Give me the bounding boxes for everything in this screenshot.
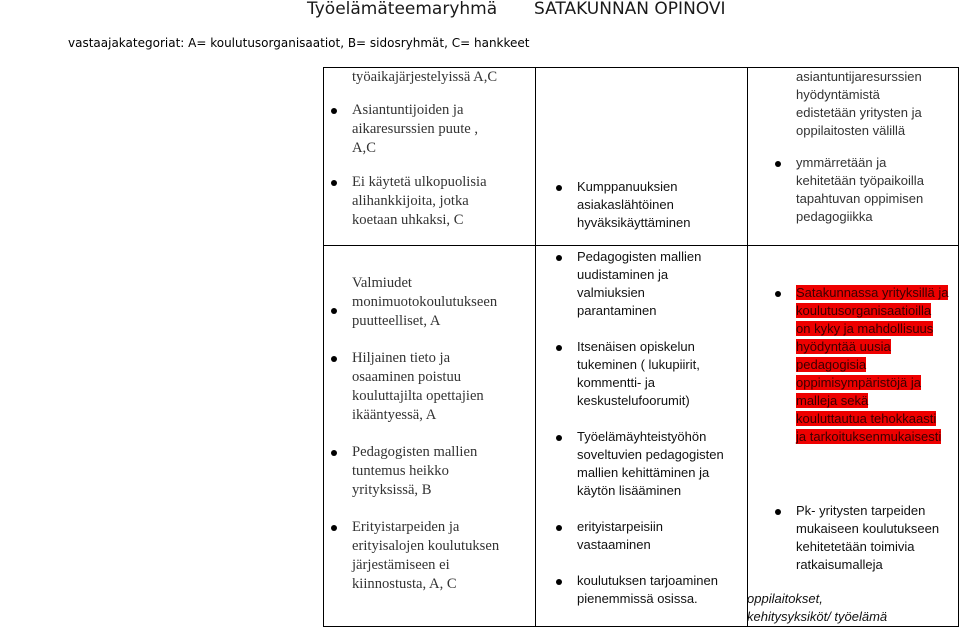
- row2-col1-list: [352, 274, 532, 594]
- list-item: Pk- yritysten tarpeiden mukaiseen koulutukseen kehitetetään toimivia ratkaisumalleja: [796, 502, 956, 574]
- highlight-line: kouluttautua tehokkaasti: [796, 411, 937, 426]
- bullet-icon: [556, 525, 562, 531]
- list-item: Ei käytetä ulkopuolisia alihankkijoita, jotka koetaan uhkaksi, C: [352, 173, 532, 230]
- list-item: Pedagogisten mallien tuntemus heikko yrityksissä, B: [352, 443, 532, 500]
- table-divider-1: [535, 67, 536, 627]
- bullet-icon: [331, 108, 337, 114]
- row2-col3-footer: oppilaitokset, kehitysyksiköt/ työelämä: [747, 591, 888, 624]
- list-item: erityistarpeisiin vastaaminen: [577, 518, 767, 554]
- bullet-icon: [331, 308, 337, 314]
- table-border-left: [323, 67, 324, 627]
- bullet-icon: [331, 450, 337, 456]
- row2-col3-cell: [796, 284, 956, 574]
- highlighted-list-item: [796, 284, 956, 446]
- list-item: Pedagogisten mallien uudistaminen ja valmiuksien parantaminen: [577, 248, 767, 320]
- highlight-line: oppimisympäristöjä ja: [796, 375, 921, 390]
- highlight-line: Satakunnassa yrityksillä ja: [796, 285, 949, 300]
- bullet-icon: [556, 345, 562, 351]
- list-item: Valmiudet monimuotokoulutukseen puutteelliset, A: [352, 274, 532, 331]
- bullet-icon: [556, 185, 562, 191]
- bullet-icon: [331, 356, 337, 362]
- list-item: Itsenäisen opiskelun tukeminen ( lukupiirit, kommentti- ja keskustelufoorumit): [577, 338, 767, 410]
- list-item: Hiljainen tieto ja osaaminen poistuu kouluttajilta opettajien ikääntyessä, A: [352, 349, 532, 425]
- row2-col2-list: [577, 248, 767, 608]
- table-border-right: [958, 67, 959, 627]
- list-item: ymmärretään ja kehitetään työpaikoilla tapahtuvan oppimisen pedagogiikka: [796, 154, 956, 226]
- bullet-icon: [556, 255, 562, 261]
- slide-header: [0, 0, 960, 24]
- row2-col2-cell: [577, 248, 767, 608]
- row1-col1-top-text: työaikajärjestelyissä A,C: [352, 69, 498, 85]
- row2-col3-list: [796, 284, 956, 574]
- row1-col3-top-text: asiantuntijaresurssien hyödyntämistä edistetään yritysten ja oppilaitosten välillä: [796, 69, 922, 138]
- bullet-icon: [775, 509, 781, 515]
- highlight-line: on kyky ja mahdollisuus: [796, 321, 934, 336]
- bullet-icon: [556, 579, 562, 585]
- list-item: Asiantuntijoiden ja aikaresurssien puute , A,C: [352, 101, 532, 158]
- bullet-icon: [331, 525, 337, 531]
- highlight-line: koulutusorganisaatioilla: [796, 303, 932, 318]
- row2-col1-cell: [352, 274, 532, 594]
- row1-col3-cell: [796, 68, 956, 226]
- highlight-line: malleja sekä: [796, 393, 869, 408]
- bullet-icon: [556, 435, 562, 441]
- row1-col1-cell: [352, 68, 532, 230]
- bullet-icon: [775, 161, 781, 167]
- list-item: Kumppanuuksien asiakaslähtöinen hyväksikäyttäminen: [577, 178, 757, 232]
- row1-col2-list: [577, 178, 757, 232]
- highlight-line: pedagogisia: [796, 357, 867, 372]
- highlight-line: ja tarkoituksenmukaisesti: [796, 429, 942, 444]
- list-item: Työelämäyhteistyöhön soveltuvien pedagogisten mallien kehittäminen ja käytön lisääminen: [577, 428, 767, 500]
- row1-col1-list: [352, 101, 532, 230]
- respondent-categories: vastaajakategoriat: A= koulutusorganisaatiot, B= sidosryhmät, C= hankkeet: [68, 36, 530, 50]
- list-item: koulutuksen tarjoaminen pienemmissä osissa.: [577, 572, 767, 608]
- header-left-title: Työelämäteemaryhmä: [307, 0, 498, 19]
- table-row-divider: [323, 245, 959, 246]
- highlight-line: hyödyntää uusia: [796, 339, 891, 354]
- bullet-icon: [775, 291, 781, 297]
- bullet-icon: [331, 180, 337, 186]
- list-item: Erityistarpeiden ja erityisalojen koulutuksen järjestämiseen ei kiinnostusta, A, C: [352, 518, 532, 594]
- highlighted-text: [796, 284, 956, 446]
- row1-col2-cell: [577, 178, 757, 232]
- header-right-title: SATAKUNNAN OPINOVI: [534, 0, 726, 19]
- row1-col3-list: [796, 154, 956, 226]
